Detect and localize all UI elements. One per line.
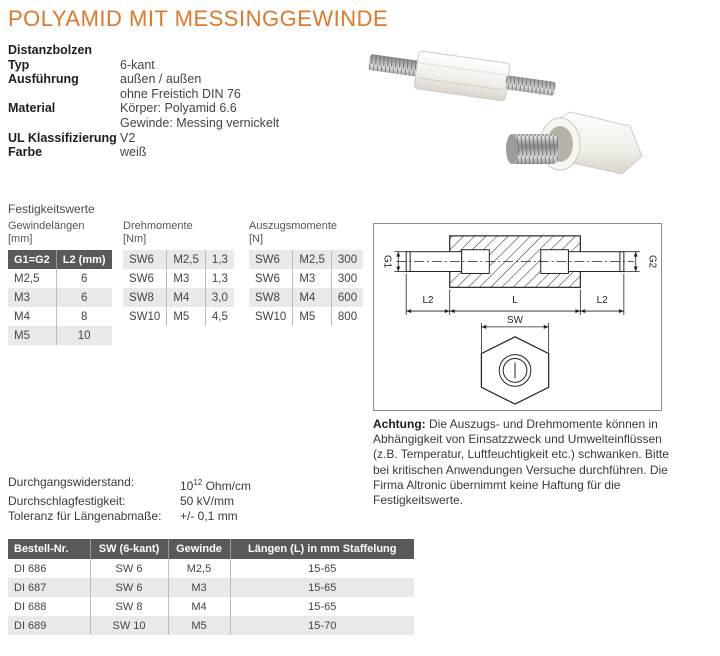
table-cell: 300 <box>331 250 363 269</box>
electrical-specs <box>8 475 251 524</box>
table-cell: SW6 <box>249 269 293 288</box>
prop-key: Farbe <box>8 145 43 160</box>
table-cell: DI 689 <box>8 616 90 635</box>
table-row <box>123 269 234 288</box>
table-cell: SW8 <box>123 288 167 307</box>
drawing-side-view <box>396 236 633 287</box>
prop-key <box>8 87 120 102</box>
column-header: Bestell-Nr. <box>8 539 90 559</box>
table-cell: M5 <box>8 326 56 345</box>
table-row <box>8 559 414 578</box>
prop-key: Distanzbolzen <box>8 43 93 57</box>
gewinde-heading <box>8 220 84 245</box>
spec-value: +/- 0,1 mm <box>180 509 238 523</box>
table-row <box>123 250 234 269</box>
prop-value: 6-kant <box>120 57 155 72</box>
prop-key <box>8 116 120 131</box>
drehmomente-table <box>123 250 234 326</box>
prop-value: Körper: Polyamid 6.6 <box>120 101 237 116</box>
table-cell: 1,3 <box>205 269 234 288</box>
column-header: G1=G2 <box>8 250 56 269</box>
spec-row <box>8 509 251 524</box>
section-title-festigkeitswerte: Festigkeitswerte <box>8 202 95 216</box>
spec-value-exponent: 12 <box>193 478 203 487</box>
dim-label-l: L <box>512 295 518 307</box>
table-cell: 10 <box>56 326 111 345</box>
table-cell: M2,5 <box>293 250 332 269</box>
table-cell: SW 6 <box>90 578 168 597</box>
prop-row <box>8 145 279 160</box>
table-cell: M5 <box>293 307 332 326</box>
table-cell: 6 <box>56 269 111 288</box>
prop-row <box>8 101 279 116</box>
prop-row <box>8 72 279 87</box>
table-cell: SW 10 <box>90 616 168 635</box>
dim-label-l2-right: L2 <box>596 295 608 307</box>
prop-row <box>8 58 279 73</box>
spec-label: Durchschlagfestigkeit: <box>8 494 126 508</box>
prop-value: weiß <box>120 145 147 160</box>
auszugsmomente-heading <box>249 220 337 245</box>
dim-label-l2-left: L2 <box>422 295 434 307</box>
table-row <box>8 288 112 307</box>
dim-label-g2: G2 <box>646 255 658 269</box>
prop-key: Typ <box>8 57 30 72</box>
table-cell: 6 <box>56 288 111 307</box>
table-cell: SW10 <box>249 307 293 326</box>
table-row <box>8 578 414 597</box>
gewinde-heading-line1: Gewindelängen <box>8 220 85 232</box>
table-cell: M4 <box>293 288 332 307</box>
table-row <box>249 288 363 307</box>
prop-row <box>8 87 279 102</box>
dim-label-sw: SW <box>507 314 523 326</box>
gewinde-heading-line2: [mm] <box>8 232 33 245</box>
column-header: Längen (L) in mm Staffelung <box>230 539 414 559</box>
table-cell: 1,3 <box>205 250 234 269</box>
prop-key: Ausführung <box>8 72 79 87</box>
prop-key: Material <box>8 101 56 116</box>
prop-row <box>8 131 279 146</box>
table-cell: DI 688 <box>8 597 90 616</box>
note-text: Die Auszugs- und Drehmomente können in Abhängigkeit von Einsatzzweck und Umwelteinflüssen (z.B. Temperatur, Luftfeuchtigkeit etc.) schwanken. Bitte bei kritischen Anwendungen Versuche durchführen. Die Firma Altronic übernimmt keine Haftung für die Festigkeitswerte. <box>373 417 669 508</box>
table-cell: DI 686 <box>8 559 90 578</box>
spec-value: 50 kV/mm <box>180 494 235 508</box>
table-cell: 15-65 <box>230 578 414 597</box>
table-row <box>249 269 363 288</box>
spec-value-unit: Ohm/cm <box>202 479 251 493</box>
drawing-hex-view <box>481 337 548 404</box>
table-row <box>123 288 234 307</box>
table-cell: SW 8 <box>90 597 168 616</box>
technical-drawing <box>373 223 662 411</box>
product-properties <box>8 43 279 160</box>
spec-row <box>8 475 251 494</box>
table-cell: 800 <box>331 307 363 326</box>
table-cell: M4 <box>8 307 56 326</box>
table-cell: 8 <box>56 307 111 326</box>
prop-key: UL Klassifizierung <box>8 130 117 145</box>
table-cell: DI 687 <box>8 578 90 597</box>
table-cell: M5 <box>167 307 206 326</box>
table-cell: M5 <box>168 616 230 635</box>
table-cell: M2,5 <box>168 559 230 578</box>
table-cell: 15-70 <box>230 616 414 635</box>
table-cell: SW6 <box>249 250 293 269</box>
table-row <box>8 307 112 326</box>
spec-label: Toleranz für Längenabmaße: <box>8 509 162 523</box>
table-cell: 600 <box>331 288 363 307</box>
table-cell: 15-65 <box>230 559 414 578</box>
gewinde-table <box>8 250 112 345</box>
auszugsmomente-table <box>249 250 363 326</box>
table-row <box>8 597 414 616</box>
table-cell: M2,5 <box>167 250 206 269</box>
table-row <box>249 250 363 269</box>
table-cell: 4,5 <box>205 307 234 326</box>
table-cell: SW6 <box>123 250 167 269</box>
column-header: Gewinde <box>168 539 230 559</box>
table-row <box>8 326 112 345</box>
table-cell: SW8 <box>249 288 293 307</box>
table-cell: SW 6 <box>90 559 168 578</box>
table-cell: M3 <box>167 269 206 288</box>
table-row <box>249 307 363 326</box>
table-header-row <box>8 539 414 559</box>
spec-value <box>180 475 251 494</box>
spec-label: Durchgangswiderstand: <box>8 475 135 489</box>
table-row <box>123 307 234 326</box>
prop-value: ohne Freistich DIN 76 <box>120 86 241 101</box>
table-row <box>8 616 414 635</box>
standoff-photo-1 <box>366 44 557 108</box>
drehmomente-heading-line1: Drehmomente <box>123 220 193 232</box>
order-table <box>8 539 414 635</box>
table-cell: M3 <box>293 269 332 288</box>
page-title: POLYAMID MIT MESSINGGEWINDE <box>8 6 389 31</box>
standoff-photo-2 <box>506 112 642 174</box>
prop-row <box>8 43 279 58</box>
table-header-row <box>8 250 112 269</box>
table-cell: M3 <box>8 288 56 307</box>
table-cell: M3 <box>168 578 230 597</box>
table-cell: 15-65 <box>230 597 414 616</box>
table-cell: M4 <box>167 288 206 307</box>
prop-value: außen / außen <box>120 72 202 87</box>
drehmomente-heading-line2: [Nm] <box>123 232 147 245</box>
auszugsmomente-heading-line1: Auszugsmomente <box>249 220 338 232</box>
table-cell: SW6 <box>123 269 167 288</box>
prop-row <box>8 116 279 131</box>
spec-row <box>8 494 251 509</box>
auszugsmomente-heading-line2: [N] <box>249 232 264 245</box>
column-header: SW (6-kant) <box>90 539 168 559</box>
table-cell: 3,0 <box>205 288 234 307</box>
product-photo <box>360 36 660 212</box>
column-header: L2 (mm) <box>56 250 111 269</box>
table-cell: M2,5 <box>8 269 56 288</box>
table-cell: M4 <box>168 597 230 616</box>
spec-value-base: 10 <box>180 479 194 493</box>
prop-value: Gewinde: Messing vernickelt <box>120 115 280 130</box>
table-cell: 300 <box>331 269 363 288</box>
drehmomente-heading <box>123 220 193 245</box>
note-paragraph <box>373 417 673 508</box>
prop-value: V2 <box>120 130 136 145</box>
dim-label-g1: G1 <box>381 255 393 269</box>
table-row <box>8 269 112 288</box>
table-cell: SW10 <box>123 307 167 326</box>
note-label: Achtung: <box>373 417 426 431</box>
